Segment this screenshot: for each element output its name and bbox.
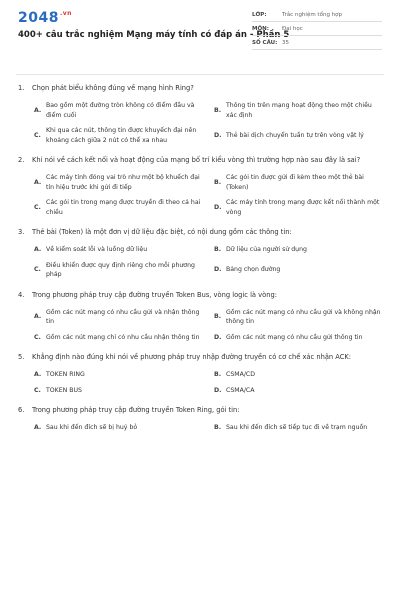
site-logo[interactable] (18, 10, 72, 26)
option-letter: C. (34, 203, 41, 211)
option-letter: A. (34, 106, 42, 114)
logo-text: 2048 (18, 10, 59, 26)
option-a[interactable] (34, 370, 202, 380)
question-6 (18, 405, 382, 433)
option-b[interactable] (214, 101, 382, 120)
options (18, 308, 382, 343)
option-b[interactable] (214, 173, 382, 192)
option-a[interactable] (34, 101, 202, 120)
meta-label: MÔN: (252, 25, 269, 32)
option-text: TOKEN RING (46, 371, 85, 378)
question-number: 2. (18, 156, 25, 164)
question-5 (18, 352, 382, 395)
option-text: Dữ liệu của người sử dụng (226, 246, 307, 253)
question-stem: Trong phương pháp truy cập đường truyền Token Ring, gói tin: (32, 406, 240, 414)
option-a[interactable] (34, 245, 202, 255)
question-4 (18, 290, 382, 343)
option-text: Sau khi đến đích sẽ tiếp tục đi về trạm nguồn (226, 424, 368, 431)
meta-value: 35 (282, 39, 289, 46)
meta-row-subject (252, 22, 382, 36)
option-letter: B. (214, 424, 222, 431)
option-letter: B. (214, 178, 222, 186)
question-3 (18, 227, 382, 280)
option-text: Khi qua các nút, thông tin được khuyếch đại nên khoảng cách giữa 2 nút có thể xa nhau (46, 127, 197, 144)
question-text (18, 227, 382, 237)
option-text: Gồm các nút mạng chỉ có nhu cầu nhận thông tin (46, 333, 200, 341)
options (18, 173, 382, 217)
question-number: 4. (18, 290, 25, 299)
options (18, 245, 382, 280)
question-number: 1. (18, 84, 25, 92)
options (18, 423, 382, 433)
option-letter: A. (34, 313, 42, 321)
question-number: 5. (18, 353, 25, 361)
option-text: Thẻ bài dịch chuyển tuần tự trên vòng vật lý (226, 131, 364, 139)
meta-label: SỐ CÂU: (252, 39, 278, 46)
option-letter: D. (214, 333, 222, 341)
question-stem: Trong phương pháp truy cập đường truyền Token Bus, vòng logic là vòng: (32, 290, 277, 299)
question-text (18, 352, 382, 362)
meta-value: Trắc nghiệm tổng hợp (282, 11, 343, 18)
option-letter: C. (34, 333, 41, 341)
option-letter: C. (34, 131, 41, 139)
document-title: 400+ câu trắc nghiệm Mạng máy tính có đáp án - Phần 5 (18, 30, 290, 40)
question-text (18, 155, 382, 165)
option-c[interactable] (34, 126, 202, 145)
option-text: Về kiểm soát lỗi và luồng dữ liệu (46, 246, 148, 253)
option-letter: C. (34, 266, 41, 274)
option-text: Gồm các nút mạng có nhu cầu gửi thông tin (226, 333, 363, 341)
option-text: Gồm các nút mạng có nhu cầu gửi và không nhận thông tin (226, 308, 381, 325)
option-c[interactable] (34, 386, 202, 396)
options (18, 370, 382, 395)
option-letter: B. (214, 313, 222, 321)
question-list (0, 75, 400, 433)
option-b[interactable] (214, 370, 382, 380)
question-text (18, 83, 382, 93)
option-a[interactable] (34, 173, 202, 192)
question-stem: Khẳng định nào đúng khi nói về phương pháp truy nhập đường truyền có cơ chế xác nhận ACK: (32, 353, 352, 361)
option-d[interactable] (214, 261, 382, 280)
option-letter: D. (214, 131, 222, 139)
question-number: 3. (18, 228, 25, 236)
option-a[interactable] (34, 423, 202, 433)
question-stem: Khi nói về cách kết nối và hoạt động của mạng bố trí kiểu vòng thì trường hợp nào sau đây là sai? (32, 156, 361, 164)
option-b[interactable] (214, 423, 382, 433)
option-letter: B. (214, 106, 222, 114)
option-c[interactable] (34, 198, 202, 217)
option-d[interactable] (214, 333, 382, 343)
option-letter: A. (34, 371, 42, 378)
option-b[interactable] (214, 245, 382, 255)
option-letter: B. (214, 371, 222, 378)
question-stem: Chọn phát biểu không đúng về mạng hình Ring? (32, 84, 194, 92)
option-letter: C. (34, 386, 41, 394)
meta-value: Đại học (282, 25, 303, 32)
option-letter: D. (214, 203, 222, 211)
meta-row-count (252, 36, 382, 50)
option-text: Thông tin trên mạng hoạt động theo một chiều xác định (226, 102, 372, 119)
option-text: Các gói tin được gửi đi kèm theo một thẻ bài (Token) (226, 174, 364, 191)
meta-label: LỚP: (252, 11, 267, 18)
option-a[interactable] (34, 308, 202, 327)
question-number: 6. (18, 406, 25, 414)
meta-info (252, 8, 382, 50)
option-letter: A. (34, 178, 42, 186)
option-text: CSMA/CD (226, 371, 255, 378)
option-letter: D. (214, 266, 222, 274)
option-c[interactable] (34, 261, 202, 280)
options (18, 101, 382, 145)
option-text: Bao gồm một đường tròn không có điểm đầu và điểm cuối (46, 102, 195, 119)
option-letter: D. (214, 386, 222, 394)
option-text: TOKEN BUS (46, 386, 82, 394)
option-letter: A. (34, 424, 42, 431)
question-text (18, 405, 382, 415)
option-c[interactable] (34, 333, 202, 343)
question-stem: Thẻ bài (Token) là một đơn vị dữ liệu đặc biệt, có nội dung gồm các thông tin: (32, 228, 292, 236)
option-letter: A. (34, 246, 42, 253)
option-text: Các máy tính đóng vai trò như một bộ khuếch đại tín hiệu trước khi gửi đi tiếp (46, 174, 200, 191)
option-d[interactable] (214, 386, 382, 396)
option-text: Bảng chọn đường (226, 266, 281, 274)
question-2 (18, 155, 382, 217)
option-text: Gồm các nút mạng có nhu cầu gửi và nhận thông tin (46, 308, 200, 325)
option-text: Các gói tin trong mạng được truyền đi theo cả hai chiều (46, 199, 201, 216)
option-text: Điều khiển được quy định riêng cho mỗi phương pháp (46, 261, 195, 278)
option-text: Các máy tính trong mạng được kết nối thành một vòng (226, 199, 380, 216)
option-text: Sau khi đến đích sẽ bị huỷ bỏ (46, 424, 138, 431)
meta-row-class (252, 8, 382, 22)
page-header (0, 0, 400, 62)
logo-suffix: .vn (59, 10, 72, 17)
option-letter: B. (214, 246, 222, 253)
option-d[interactable] (214, 126, 382, 145)
question-text (18, 290, 382, 300)
option-text: CSMA/CA (226, 386, 255, 394)
option-d[interactable] (214, 198, 382, 217)
option-b[interactable] (214, 308, 382, 327)
question-1 (18, 83, 382, 145)
